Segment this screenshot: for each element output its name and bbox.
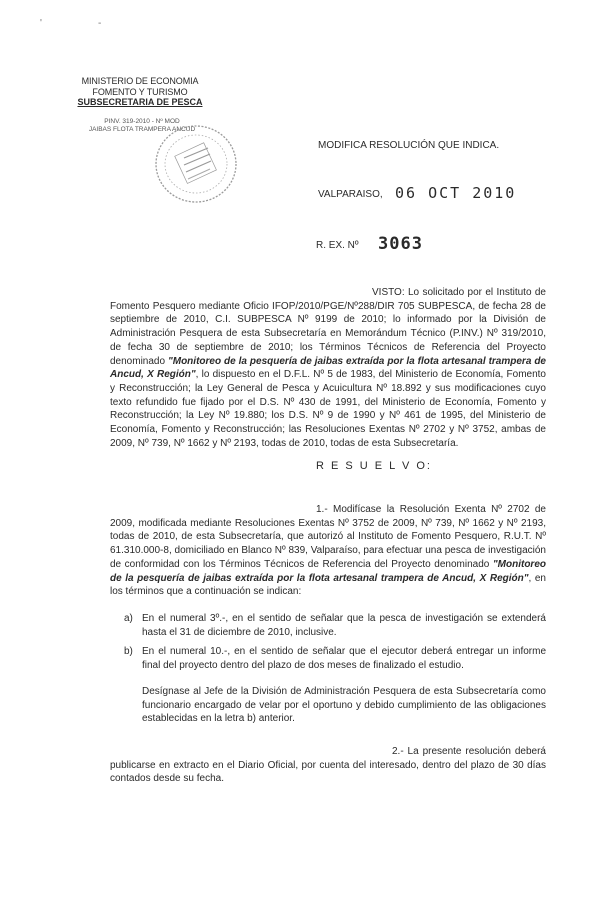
- place: VALPARAISO,: [318, 189, 383, 200]
- article-1-text: , en los términos que a continuación se indican:: [110, 572, 546, 598]
- letterhead-subsecretaria: SUBSECRETARIA DE PESCA: [77, 97, 203, 107]
- designase-paragraph: Desígnase al Jefe de la División de Administración Pesquera de esta Subsecretaría como funcionario encargado de velar por el oportuno y debido cumplimiento de las obligaciones establecidas en la letra b) anterior.: [142, 686, 546, 725]
- article-1-text: 1.- Modifícase la Resolución Exenta Nº 2702 de 2009, modificada mediante Resoluciones Exentas Nº 3752 de 2009, Nº 739, Nº 1662 y Nº 2193, todas de 2010, de esta Subsecretaría, que autorizó al Instituto de Fomento Pesquero, R.U.T. Nº 61.310.000-8, domiciliado en Blanco Nº 839, Valparaíso, para efectuar una pesca de investigación de conformidad con los Términos Técnicos de Referencia del Proyecto denominado: [110, 504, 546, 570]
- letterhead-ministry: MINISTERIO DE ECONOMIA: [81, 76, 199, 86]
- resolution-prefix: R. EX. Nº: [316, 240, 359, 251]
- list-item-text: En el numeral 3º.-, en el sentido de señalar que la pesca de investigación se extenderá hasta el 31 de diciembre de 2010, inclusive.: [142, 613, 546, 638]
- article-2-text: 2.- La presente resolución deberá publicarse en extracto en el Diario Oficial, por cuenta del interesado, dentro del plazo de 30 días contados desde su fecha.: [110, 746, 546, 785]
- visto-text: Lo solicitado por el Instituto de Fomento Pesquero mediante Oficio IFOP/2010/PGE/Nº288/DIR 705 SUBPESCA, de fecha 28 de septiembre de 2010, C.I. SUBPESCA Nº 9199 de 2010; lo informado por la División de Administración Pesquera de esta Subsecretaría en Memorándum Técnico (P.INV.) Nº 319/2010, de fecha 30 de septiembre de 2010; los Términos Técnicos de Referencia del Proyecto denominado: [110, 287, 546, 367]
- article-2: [110, 745, 546, 786]
- project-name: "Monitoreo de la pesquería de jaibas extraída por la flota artesanal trampera de Ancud, X Región": [110, 558, 546, 584]
- scan-mark: -: [98, 18, 102, 29]
- article-1: [110, 503, 546, 599]
- document-title: MODIFICA RESOLUCIÓN QUE INDICA.: [318, 140, 500, 151]
- reference-line: PINV. 319-2010 - Nº MOD: [104, 118, 180, 125]
- scan-mark: ': [40, 18, 42, 29]
- visto-label: VISTO:: [372, 287, 405, 298]
- letterhead: [70, 76, 210, 108]
- resolution-number: 3063: [378, 234, 423, 254]
- visto-text: , lo dispuesto en el D.F.L. Nº 5 de 1983, del Ministerio de Economía, Fomento y Reconstrucción; la Ley General de Pesca y Acuicultura Nº 18.892 y sus modificaciones cuyo texto refundido fue fijado por el D.S. Nº 430 de 1991, del Ministerio de Economía, Fomento y Reconstrucción; la Ley Nº 19.880; los D.S. Nº 9 de 1990 y Nº 461 de 1995, del Ministerio de Economía, Fomento y Reconstrucción; las Resoluciones Exentas Nº 2702 y Nº 3752, ambas de 2009, Nº 739, Nº 1662 y Nº 2193, todas de 2010, todas de esta Subsecretaría.: [110, 369, 546, 449]
- list-item-label: b): [124, 646, 133, 657]
- list-item-text: En el numeral 10.-, en el sentido de señalar que el ejecutor deberá entregar un informe final del proyecto dentro del plazo de dos meses de finalizado el estudio.: [142, 646, 546, 671]
- resuelvo-heading: R E S U E L V O:: [316, 460, 432, 472]
- list-item-label: a): [124, 613, 133, 624]
- list-item: [110, 612, 546, 639]
- visto-paragraph: [110, 286, 546, 450]
- list-item: [110, 645, 546, 672]
- date-stamp: 06 OCT 2010: [395, 184, 517, 202]
- official-stamp: [150, 118, 242, 210]
- project-name: "Monitoreo de la pesquería de jaibas extraída por la flota artesanal trampera de Ancud, X Región": [110, 355, 546, 381]
- reference-line: JAIBAS FLOTA TRAMPERA ANCUD: [88, 126, 196, 133]
- letterhead-area: FOMENTO Y TURISMO: [92, 86, 188, 97]
